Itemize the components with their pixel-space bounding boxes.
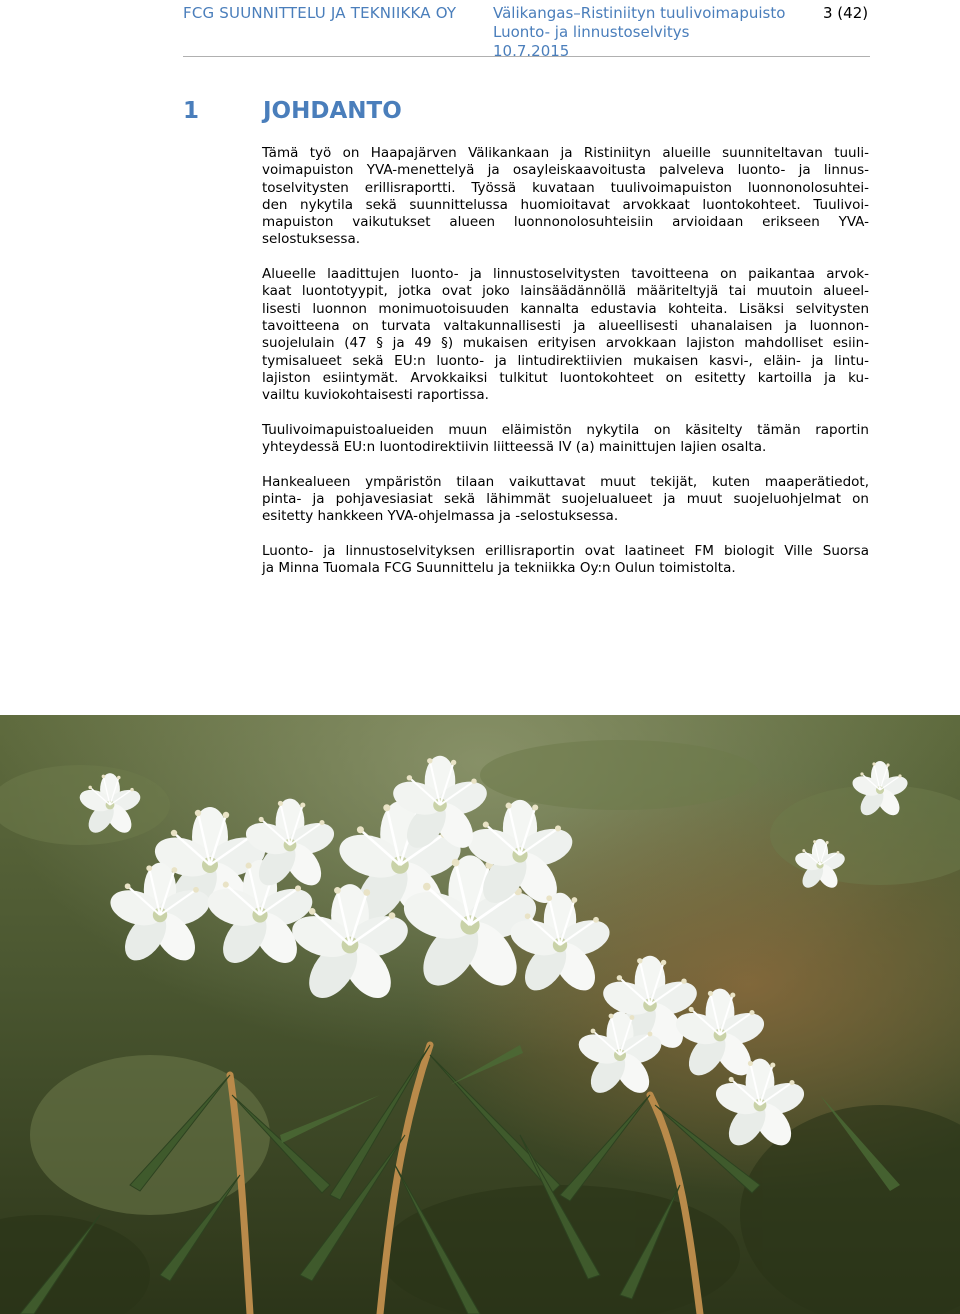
- section-heading: [183, 96, 783, 126]
- flower-photo: [0, 715, 960, 1314]
- paragraph-authors: [262, 543, 869, 578]
- text-line: mapuiston vaikutukset alueen luonnonolosuhteisiin arvioidaan erikseen YVA-: [262, 214, 869, 231]
- header-report-title: Luonto- ja linnustoselvitys: [493, 23, 690, 41]
- text-line: vailtu kuviokohtaisesti raportissa.: [262, 387, 489, 404]
- paragraph-fauna: [262, 422, 869, 457]
- text-line: selostuksessa.: [262, 231, 361, 248]
- header-project-title: Välikangas–Ristiniityn tuulivoimapuisto: [493, 4, 786, 22]
- text-line: yhteydessä EU:n luontodirektiivin liitteessä IV (a) mainittujen lajien osalta.: [262, 439, 767, 456]
- header-divider: [183, 56, 870, 57]
- header-date: 10.7.2015: [493, 42, 570, 60]
- section-title: JOHDANTO: [263, 98, 402, 124]
- text-line: kaat luontotyypit, jotka ovat joko lainsäädännöllä määriteltyjä tai muutoin alueel-: [262, 283, 869, 300]
- paragraph-intro: [262, 145, 869, 249]
- section-number: 1: [183, 98, 200, 124]
- text-line: voimapuiston YVA-menettelyä ja osayleiskaavoitusta palveleva luonto- ja linnus-: [262, 162, 869, 179]
- paragraph-environment: [262, 474, 869, 526]
- text-line: den nykytila sekä suunnittelussa huomioitavat arvokkaat luontokohteet. Tuulivoi-: [262, 196, 869, 213]
- body-text: [262, 145, 869, 595]
- text-line: Tuulivoimapuistoalueiden muun eläimistön nykytila on käsitelty tämän raportin: [262, 421, 869, 438]
- page-header: [0, 0, 960, 60]
- header-company: FCG SUUNNITTELU JA TEKNIIKKA OY: [183, 4, 457, 22]
- header-page-number: 3 (42): [823, 4, 869, 22]
- text-line: toselvitysten erillisraportti. Työssä kuvataan tuulivoimapuiston luonnonolosuhtei-: [262, 179, 869, 196]
- text-line: Tämä työ on Haapajärven Välikankaan ja Ristiniityn alueille suunniteltavan tuuli-: [262, 145, 869, 161]
- text-line: tavoitteena on turvata valtakunnallisesti ja alueellisesti uhanalaisen ja luonnon-: [262, 317, 869, 334]
- text-line: pinta- ja pohjavesiasiat sekä lähimmät suojelualueet ja muut suojeluohjelmat on: [262, 490, 869, 507]
- text-line: esitetty hankkeen YVA-ohjelmassa ja -selostuksessa.: [262, 508, 619, 525]
- text-line: Hankealueen ympäristön tilaan vaikuttavat muut tekijät, kuten maaperätiedot,: [262, 473, 869, 490]
- text-line: suojelulain (47 § ja 49 §) mukaisen erityisen arvokkaan lajiston mahdolliset esiin-: [262, 335, 869, 352]
- text-line: Alueelle laadittujen luonto- ja linnustoselvitysten tavoitteena on paikantaa arvok-: [262, 266, 869, 283]
- paragraph-objectives: [262, 266, 869, 404]
- header-project: [493, 4, 785, 61]
- text-line: ja Minna Tuomala FCG Suunnittelu ja tekniikka Oy:n Oulun toimistolta.: [262, 560, 736, 577]
- text-line: tymisalueet sekä EU:n luonto- ja lintudirektiivien mukaisen kasvi-, eläin- ja lintu-: [262, 352, 869, 369]
- text-line: lisesti luonnon monimuotoisuuden kannalta edustavia kohteita. Lisäksi selvitysten: [262, 300, 869, 317]
- text-line: lajiston esiintymät. Arvokkaiksi tulkitut luontokohteet on esitetty kartoilla ja ku-: [262, 369, 869, 386]
- text-line: Luonto- ja linnustoselvityksen erillisraportin ovat laatineet FM biologit Ville Suorsa: [262, 542, 869, 559]
